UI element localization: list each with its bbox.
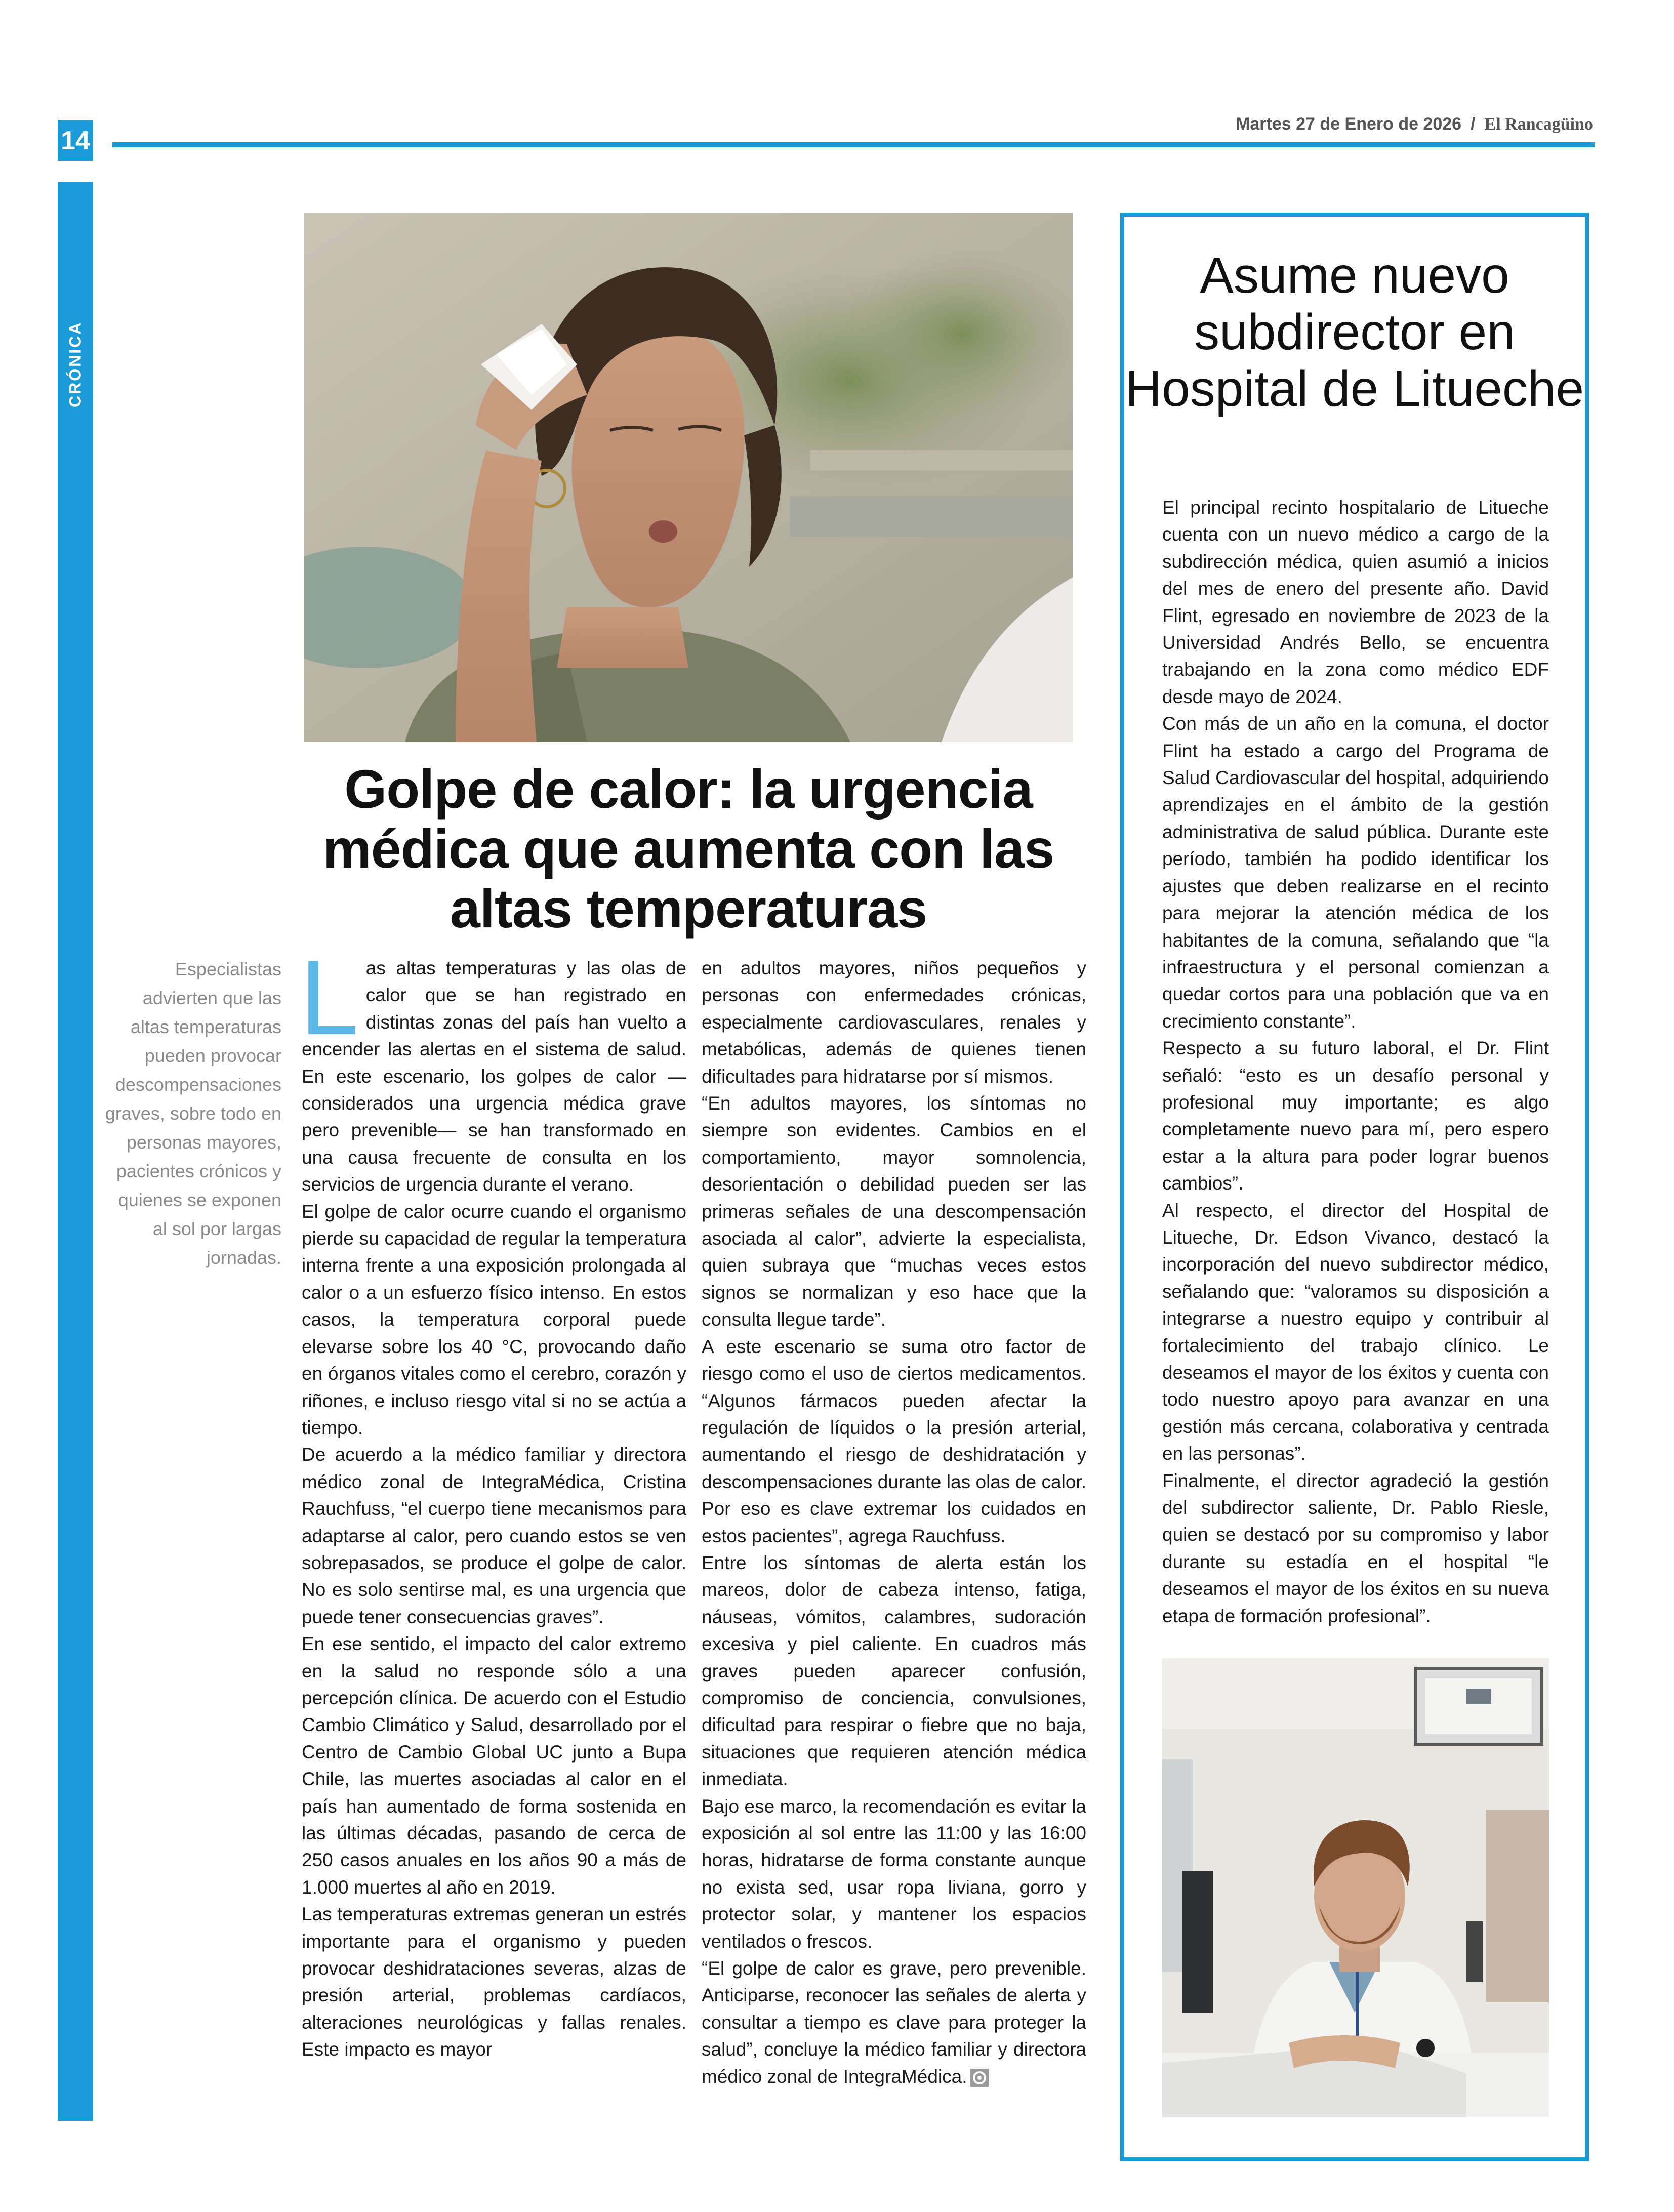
doctor-photo — [1162, 1658, 1549, 2117]
body-paragraph: En ese sentido, el impacto del calor extremo en la salud no responde sólo a una percepción clínica. De acuerdo con el Estudio Cambio Climático y Salud, desarrollado por el Centro de Cambio Global UC junto a Bupa Chile, las muertes asociadas al calor en el país han aumentado de forma sostenida en las últimas décadas, pasando de cerca de 250 casos anuales en los años 90 a más de 1.000 muertes al año en 2019. — [302, 1633, 686, 1898]
sidebar-paragraph: Al respecto, el director del Hospital de Litueche, Dr. Edson Vivanco, destacó la incorporación del nuevo subdirector médico, señalando que: “valoramos su disposición a integrarse a nuestro equipo y contribuir al fortalecimiento del trabajo clínico. Le deseamos el mayor de los éxitos y cuenta con todo nuestro apoyo para avanzar en una gestión más cercana, colaborativa y centrada en las personas”. — [1162, 1200, 1549, 1464]
body-paragraph — [300, 938, 686, 1198]
sidebar-paragraph: El principal recinto hospitalario de Litueche cuenta con un nuevo médico a cargo de la subdirección médica, quien asumió a inicios del mes de enero del presente año. David Flint, egresado en noviembre de 2023 de la Universidad Andrés Bello, se encuentra trabajando en la zona como médico EDF desde mayo de 2024. — [1162, 497, 1549, 707]
heat-stroke-photo — [304, 213, 1073, 742]
sidebar-paragraph: Finalmente, el director agradeció la gestión del subdirector saliente, Dr. Pablo Riesle, quien se destacó por su compromiso y labor durante su estadía en el hospital “le deseamos el mayor de los éxitos en su nueva etapa de formación profesional”. — [1162, 1470, 1549, 1626]
sidebar-paragraph: Con más de un año en la comuna, el doctor Flint ha estado a cargo del Programa de Salud Cardiovascular del hospital, adquiriendo aprendizajes en el ámbito de la gestión administrativa de salud pública. Durante este período, también ha podido identificar los ajustes que deben realizarse en el recinto para mejorar la atención médica de los habitantes de la comuna, señalando que “la infraestructura y el personal comienzan a quedar cortos para una población que va en crecimiento constante”. — [1162, 713, 1549, 1032]
body-paragraph — [702, 1955, 1086, 2090]
drop-cap: L — [300, 938, 359, 1057]
paragraph-text: as altas temperaturas y las olas de calor que se han registrado en distintas zonas del país han vuelto a encender las alertas en el sistema de salud. En este escenario, los golpes de calor —considerados una urgencia médica grave pero prevenible— se han transformado en una causa frecuente de consulta en los servicios de urgencia durante el verano. — [302, 958, 686, 1195]
newspaper-name: El Rancagüino — [1484, 115, 1593, 134]
body-paragraph: en adultos mayores, niños pequeños y personas con enfermedades crónicas, especialmente cardiovasculares, renales y metabólicas, además de quienes tienen dificultades para hidratarse por sí mismos. — [702, 958, 1086, 1087]
sidebar-headline: Asume nuevo subdirector en Hospital de Litueche — [1125, 247, 1584, 417]
body-paragraph: Las temperaturas extremas generan un estrés importante para el organismo y pueden provocar deshidrataciones severas, alzas de presión arterial, problemas cardíacos, alteraciones neurológicas y fallas renales. Este impacto es mayor — [302, 1904, 686, 2060]
page-number: 14 — [58, 120, 93, 161]
section-bar — [58, 182, 93, 2121]
body-paragraph: El golpe de calor ocurre cuando el organismo pierde su capacidad de regular la temperatura interna frente a una exposición prolongada al calor o a un esfuerzo físico intenso. En estos casos, la temperatura corporal puede elevarse sobre los 40 °C, provocando daño en órganos vitales como el cerebro, corazón y riñones, e incluso riesgo vital si no se actúa a tiempo. — [302, 1201, 686, 1438]
header-rule — [112, 142, 1595, 147]
issue-date: Martes 27 de Enero de 2026 — [1236, 114, 1462, 134]
end-of-article-icon — [970, 2068, 989, 2087]
body-paragraph: Bajo ese marco, la recomendación es evitar la exposición al sol entre las 11:00 y las 16:00 horas, hidratarse de forma constante aunque no exista sed, usar ropa liviana, gorro y protector solar, y mantener los espacios ventilados o frescos. — [702, 1795, 1086, 1952]
main-headline: Golpe de calor: la urgencia médica que aumenta con las altas temperaturas — [322, 758, 1054, 939]
paragraph-text: “El golpe de calor es grave, pero prevenible. Anticiparse, reconocer las señales de alerta y consultar a tiempo es clave para proteger la salud”, concluye la médico familiar y directora médico zonal de IntegraMédica. — [702, 1958, 1086, 2087]
sidebar-body — [1162, 494, 1549, 1629]
header-meta — [1236, 114, 1593, 134]
body-paragraph: A este escenario se suma otro factor de riesgo como el uso de ciertos medicamentos. “Algunos fármacos pueden afectar la regulación de líquidos o la presión arterial, aumentando el riesgo de deshidratación y descompensaciones durante las olas de calor. Por eso es clave extremar los cuidados en estos pacientes”, agrega Rauchfuss. — [702, 1336, 1086, 1546]
body-paragraph: “En adultos mayores, los síntomas no siempre son evidentes. Cambios en el comportamiento, mayor somnolencia, desorientación o debilidad pueden ser las primeras señales de una descompensación asociada al calor”, advierte la especialista, quien subraya que “muchas veces estos signos se normalizan y eso hace que la consulta llegue tarde”. — [702, 1093, 1086, 1330]
body-paragraph: Entre los síntomas de alerta están los mareos, dolor de cabeza intenso, fatiga, náuseas, vómitos, calambres, sudoración excesiva y piel caliente. En cuadros más graves pueden aparecer confusión, compromiso de conciencia, convulsiones, dificultad para respirar o fiebre que no baja, situaciones que requieren atención médica inmediata. — [702, 1552, 1086, 1790]
article-column-1 — [300, 938, 686, 2063]
sidebar-paragraph: Respecto a su futuro laboral, el Dr. Flint señaló: “esto es un desafío personal y profesional muy importante; es algo completamente nuevo para mí, pero espero estar a la altura para poder lograr buenos cambios”. — [1162, 1038, 1549, 1194]
header-separator: / — [1471, 114, 1476, 134]
body-paragraph: De acuerdo a la médico familiar y directora médico zonal de IntegraMédica, Cristina Rauchfuss, “el cuerpo tiene mecanismos para adaptarse al calor, pero cuando estos se ven sobrepasados, se produce el golpe de calor. No es solo sentirse mal, es una urgencia que puede tener consecuencias graves”. — [302, 1444, 686, 1627]
article-deck: Especialistas advierten que las altas temperaturas pueden provocar descompensaciones graves, sobre todo en personas mayores, pacientes crónicos y quienes se exponen al sol por largas jornadas. — [105, 959, 281, 1268]
article-column-2 — [702, 955, 1086, 2090]
section-label: CRÓNICA — [66, 321, 85, 408]
